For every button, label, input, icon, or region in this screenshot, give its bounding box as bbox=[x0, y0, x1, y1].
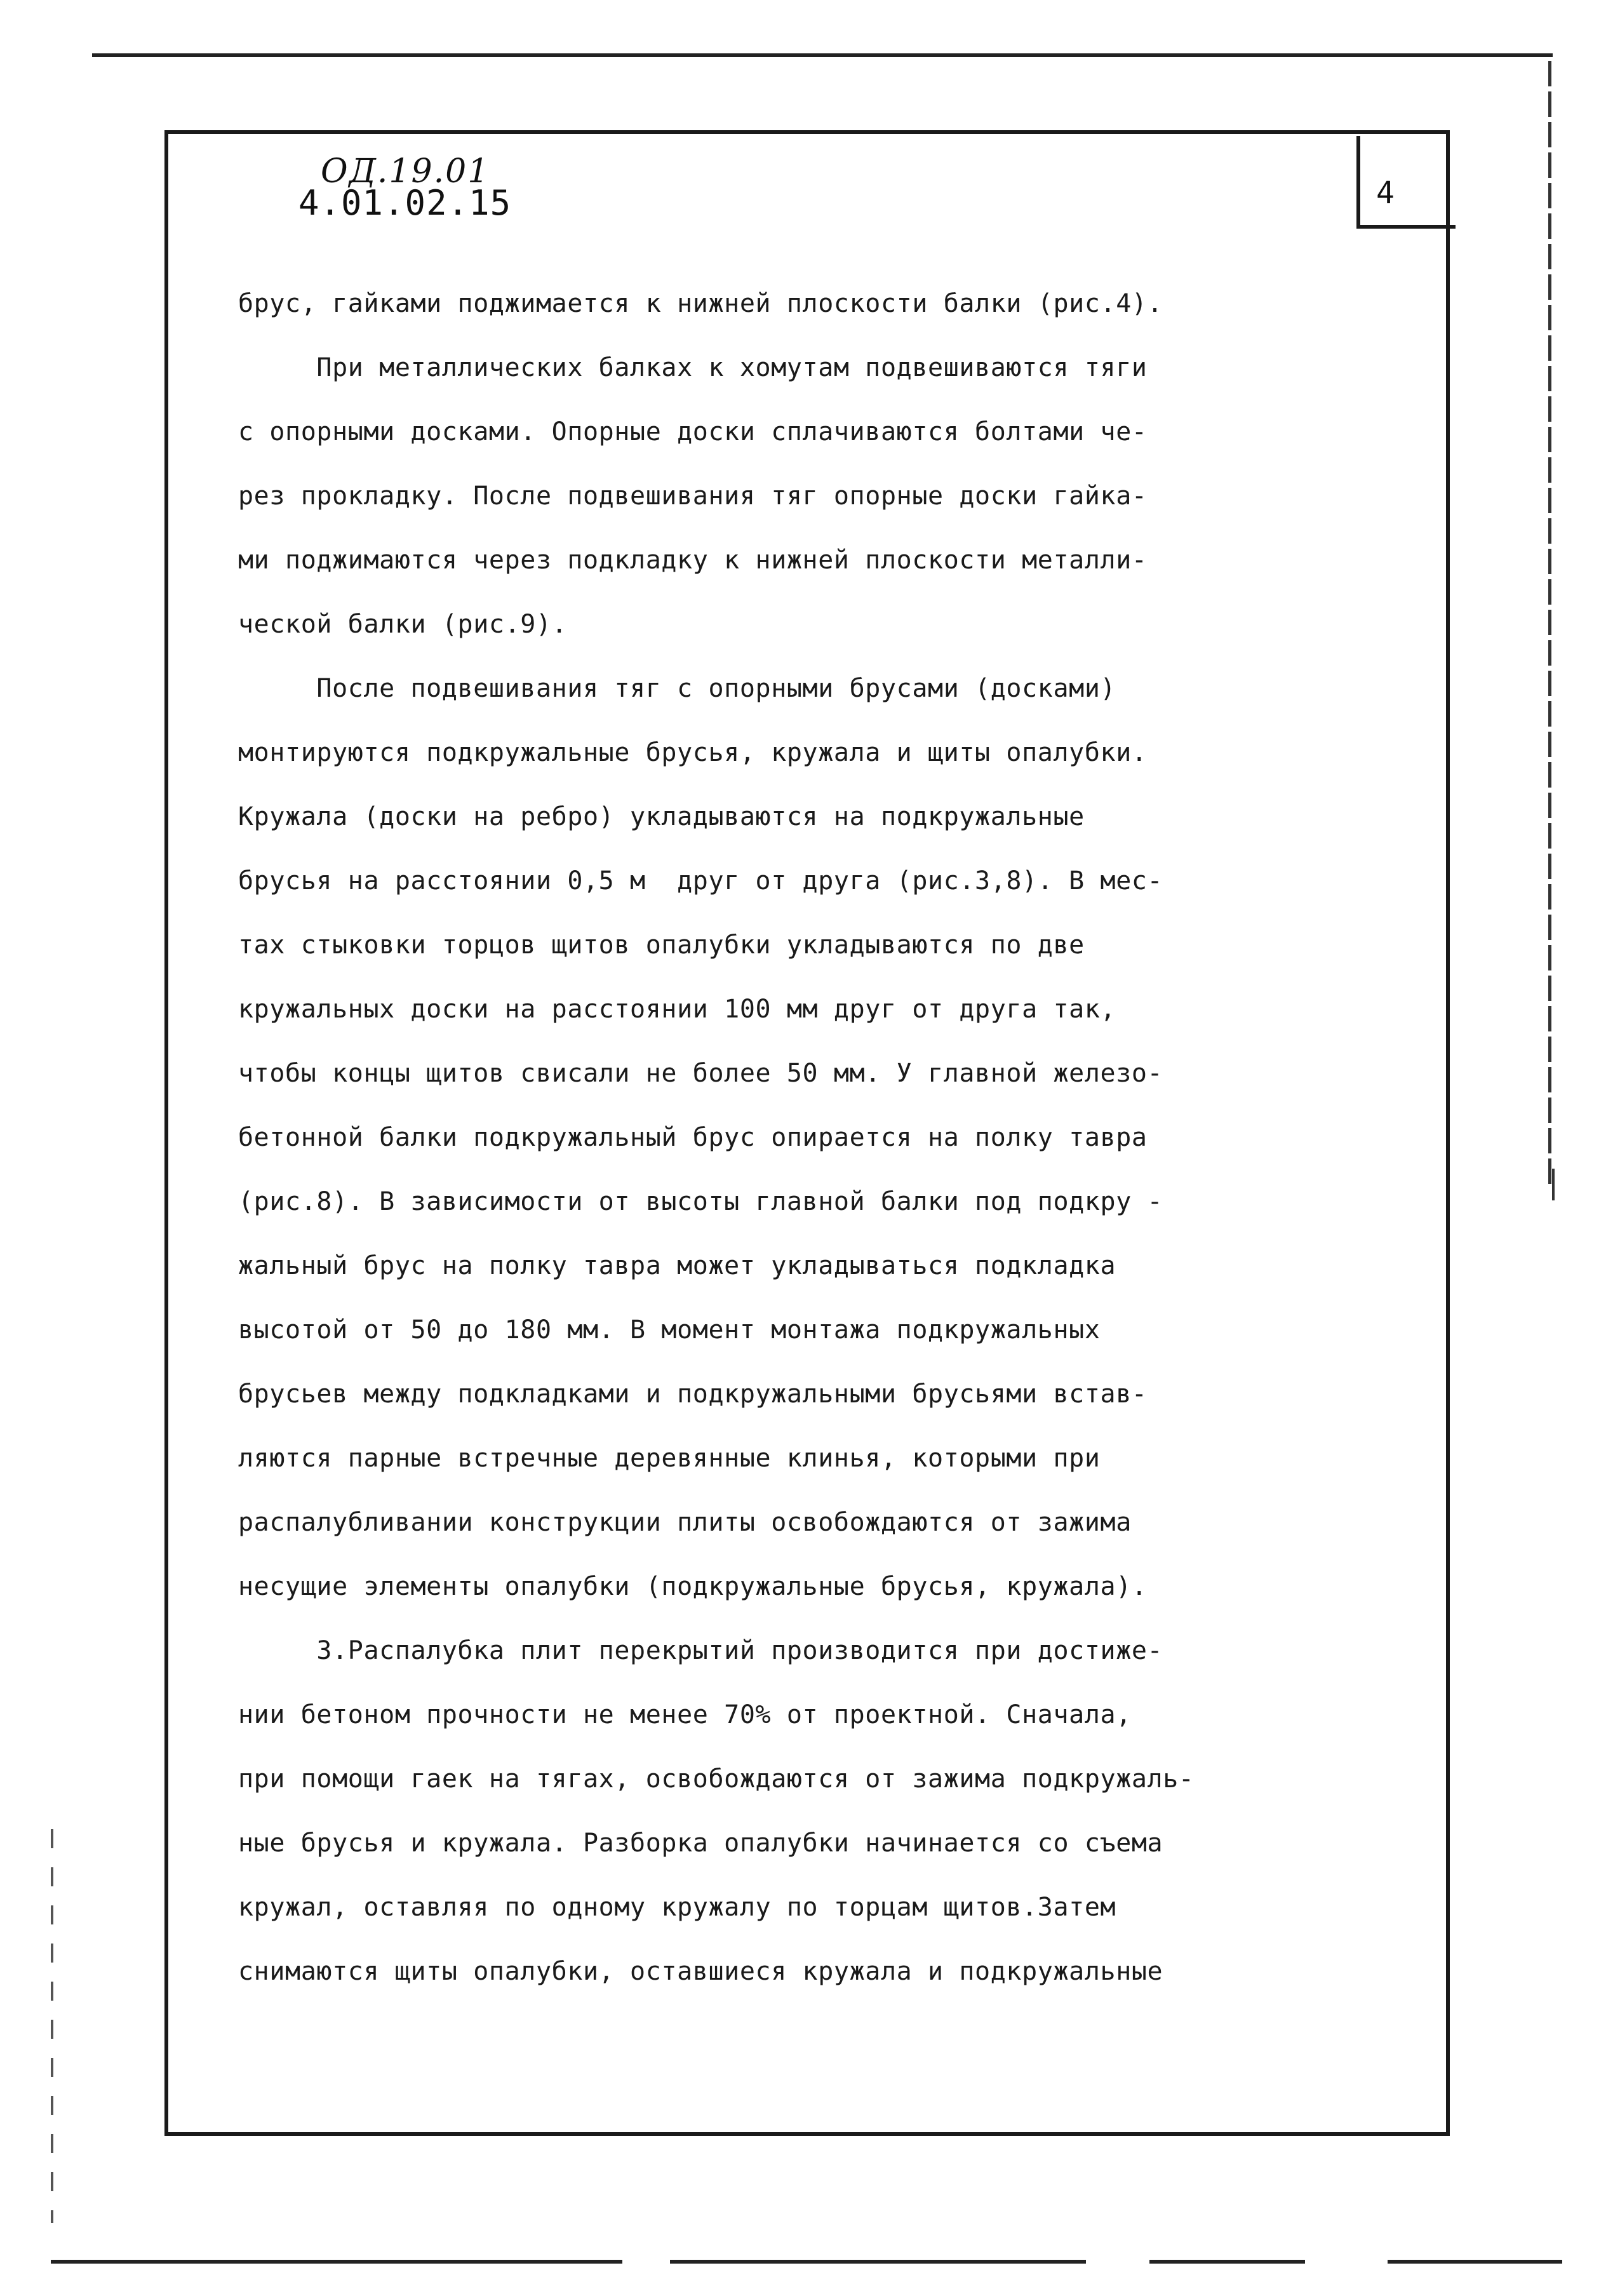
body-text bbox=[238, 272, 1457, 2004]
page-number: 4 bbox=[1376, 175, 1395, 211]
text-line: рез прокладку. После подвешивания тяг опорные доски гайка- bbox=[238, 481, 1148, 511]
text-line: высотой от 50 до 180 мм. В момент монтажа подкружальных bbox=[238, 1315, 1101, 1345]
text-line: ные брусья и кружала. Разборка опалубки начинается со съема bbox=[238, 1829, 1163, 1858]
text-line: ческой балки (рис.9). bbox=[238, 610, 568, 639]
text-line: снимаются щиты опалубки, оставшиеся кружала и подкружальные bbox=[238, 1957, 1163, 1986]
text-line: После подвешивания тяг с опорными брусами (досками) bbox=[238, 674, 1116, 703]
page-number-box bbox=[1356, 136, 1456, 229]
text-line: брусьев между подкладками и подкружальными брусьями встав- bbox=[238, 1380, 1148, 1409]
text-line: при помощи гаек на тягах, освобождаются от зажима подкружаль- bbox=[238, 1764, 1195, 1794]
text-line: кружальных доски на расстоянии 100 мм друг от друга так, bbox=[238, 995, 1116, 1024]
text-line: чтобы концы щитов свисали не более 50 мм. У главной железо- bbox=[238, 1059, 1163, 1088]
text-line: 3.Распалубка плит перекрытий производится при достиже- bbox=[238, 1636, 1163, 1665]
scan-edge-bottom-line bbox=[51, 2260, 1562, 2264]
text-line: монтируются подкружальные брусья, кружала и щиты опалубки. bbox=[238, 738, 1148, 767]
text-line: бетонной балки подкружальный брус опирается на полку тавра bbox=[238, 1123, 1148, 1152]
text-line: нии бетоном прочности не менее 70% от проектной. Сначала, bbox=[238, 1700, 1132, 1729]
text-line: кружал, оставляя по одному кружалу по торцам щитов.Затем bbox=[238, 1893, 1116, 1922]
text-line: несущие элементы опалубки (подкружальные брусья, кружала). bbox=[238, 1572, 1148, 1601]
scan-edge-right-line bbox=[1548, 61, 1551, 1185]
text-line: брусья на расстоянии 0,5 м друг от друга (рис.3,8). В мес- bbox=[238, 866, 1163, 896]
text-line: (рис.8). В зависимости от высоты главной балки под подкру - bbox=[238, 1187, 1163, 1216]
doc-code-handwritten: ОД.19.01 bbox=[321, 152, 490, 191]
text-line: ляются парные встречные деревянные клинья, которыми при bbox=[238, 1444, 1101, 1473]
text-line: тах стыковки торцов щитов опалубки укладываются по две bbox=[238, 930, 1085, 960]
text-line: брус, гайками поджимается к нижней плоскости балки (рис.4). bbox=[238, 289, 1163, 318]
text-line: с опорными досками. Опорные доски сплачиваются болтами че- bbox=[238, 417, 1148, 446]
scan-edge-left-line bbox=[51, 1829, 53, 2223]
doc-code: 4.01.02.15 bbox=[298, 183, 512, 223]
text-line: При металлических балках к хомутам подвешиваются тяги bbox=[238, 353, 1148, 382]
text-line: Кружала (доски на ребро) укладываются на подкружальные bbox=[238, 802, 1085, 831]
text-line: жальный брус на полку тавра может укладываться подкладка bbox=[238, 1251, 1116, 1280]
text-line: распалубливании конструкции плиты освобождаются от зажима bbox=[238, 1508, 1132, 1537]
scan-mark bbox=[1552, 1169, 1555, 1200]
scan-edge-top-line bbox=[92, 53, 1553, 57]
text-line: ми поджимаются через подкладку к нижней плоскости металли- bbox=[238, 546, 1148, 575]
